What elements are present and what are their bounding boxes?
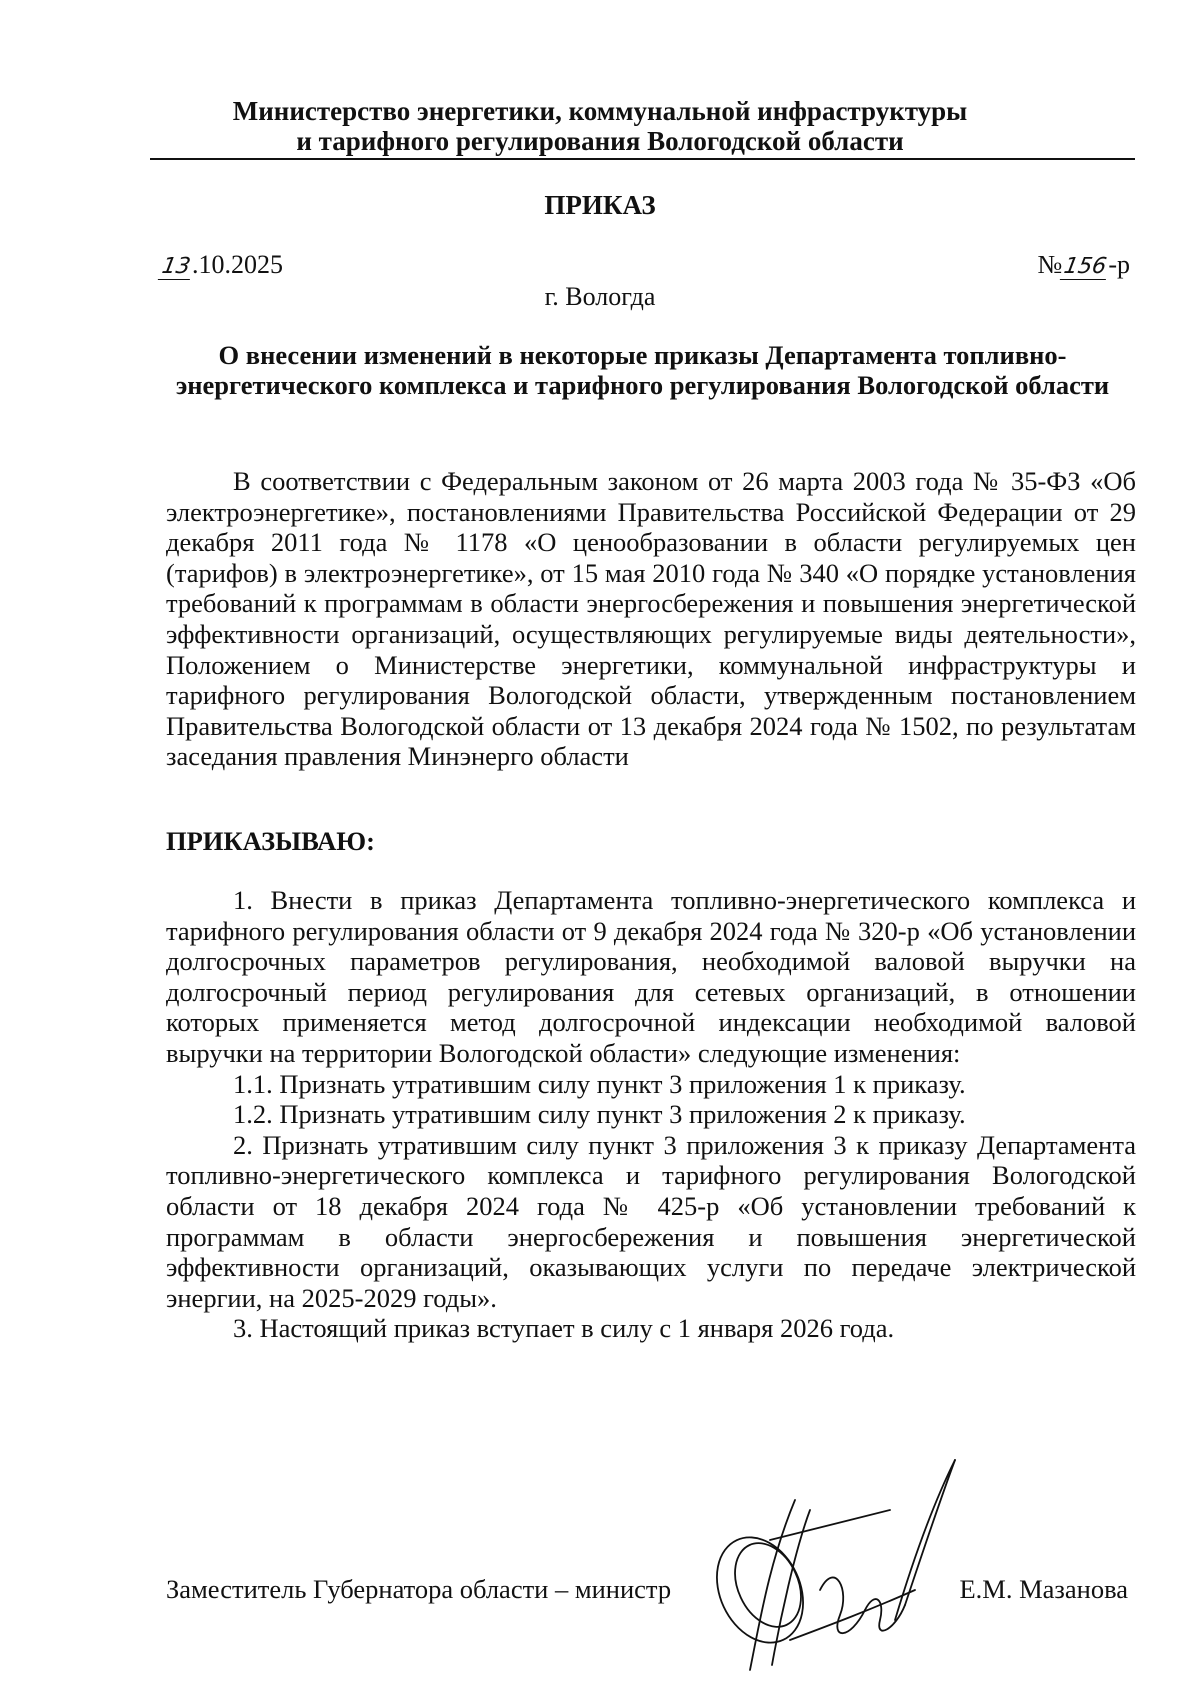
ministry-line-1: Министерство энергетики, коммунальной инфраструктуры xyxy=(232,96,968,126)
signatory-position: Заместитель Губернатора области – министр xyxy=(166,1574,672,1604)
ministry-line-2: и тарифного регулирования Вологодской области xyxy=(296,126,904,156)
item-1: 1. Внести в приказ Департамента топливно-энергетического комплекса и тарифного регулирования области от 9 декабря 2024 года № 320-р «Об установлении долгосрочных параметров регулирования, необходимой валовой выручки на долгосрочный период регулирования для сетевых организаций, в отношении которых применяется метод долгосрочной индексации необходимой валовой выручки на территории Вологодской области» следующие изменения: xyxy=(166,885,1136,1068)
item-1-1: 1.1. Признать утратившим силу пункт 3 приложения 1 к приказу. xyxy=(233,1068,966,1099)
document-city: г. Вологда xyxy=(544,282,656,311)
handwritten-signature xyxy=(700,1440,970,1690)
date-day-handwritten: 13 xyxy=(158,255,194,280)
document-date xyxy=(160,250,283,280)
order-items xyxy=(166,885,1136,1344)
preamble-paragraph: В соответствии с Федеральным законом от 26 марта 2003 года № 35-ФЗ «Об электроэнергетике», постановлениями Правительства Российской Федерации от 29 декабря 2011 года № 1178 «О ценообразовании в области регулируемых цен (тарифов) в электроэнергетике», от 15 мая 2010 года № 340 «О порядке установления требований к программам в области энергосбережения и повышения энергетической эффективности организаций, осуществляющих регулируемые виды деятельности», Положением о Министерстве энергетики, коммунальной инфраструктуры и тарифного регулирования Вологодской области, утвержденным постановлением Правительства Вологодской области от 13 декабря 2024 года № 1502, по результатам заседания правления Минэнерго области xyxy=(166,466,1136,772)
date-month-year: .10.2025 xyxy=(192,250,283,279)
item-1-2: 1.2. Признать утратившим силу пункт 3 приложения 2 к приказу. xyxy=(233,1099,966,1130)
ministry-name xyxy=(0,96,1200,156)
document-heading: О внесении изменений в некоторые приказы Департамента топливно-энергетического комплекса и тарифного регулирования Вологодской области xyxy=(175,340,1110,400)
signatory-name: Е.М. Мазанова xyxy=(959,1574,1128,1604)
document-type-title: ПРИКАЗ xyxy=(544,190,656,220)
order-word: ПРИКАЗЫВАЮ: xyxy=(166,826,375,856)
number-suffix: -р xyxy=(1108,250,1130,279)
item-2: 2. Признать утратившим силу пункт 3 приложения 3 к приказу Департамента топливно-энергетического комплекса и тарифного регулирования Вологодской области от 18 декабря 2024 года № 425-р «Об установлении требований к программам в области энергосбережения и повышения энергетической эффективности организаций, оказывающих услуги по передаче электрической энергии, на 2025-2029 годы». xyxy=(166,1129,1136,1313)
document-number xyxy=(1038,250,1130,280)
number-handwritten: 156 xyxy=(1060,255,1110,280)
header-divider xyxy=(150,158,1135,160)
item-3: 3. Настоящий приказ вступает в силу с 1 января 2026 года. xyxy=(233,1313,895,1344)
number-prefix: № xyxy=(1037,250,1063,279)
